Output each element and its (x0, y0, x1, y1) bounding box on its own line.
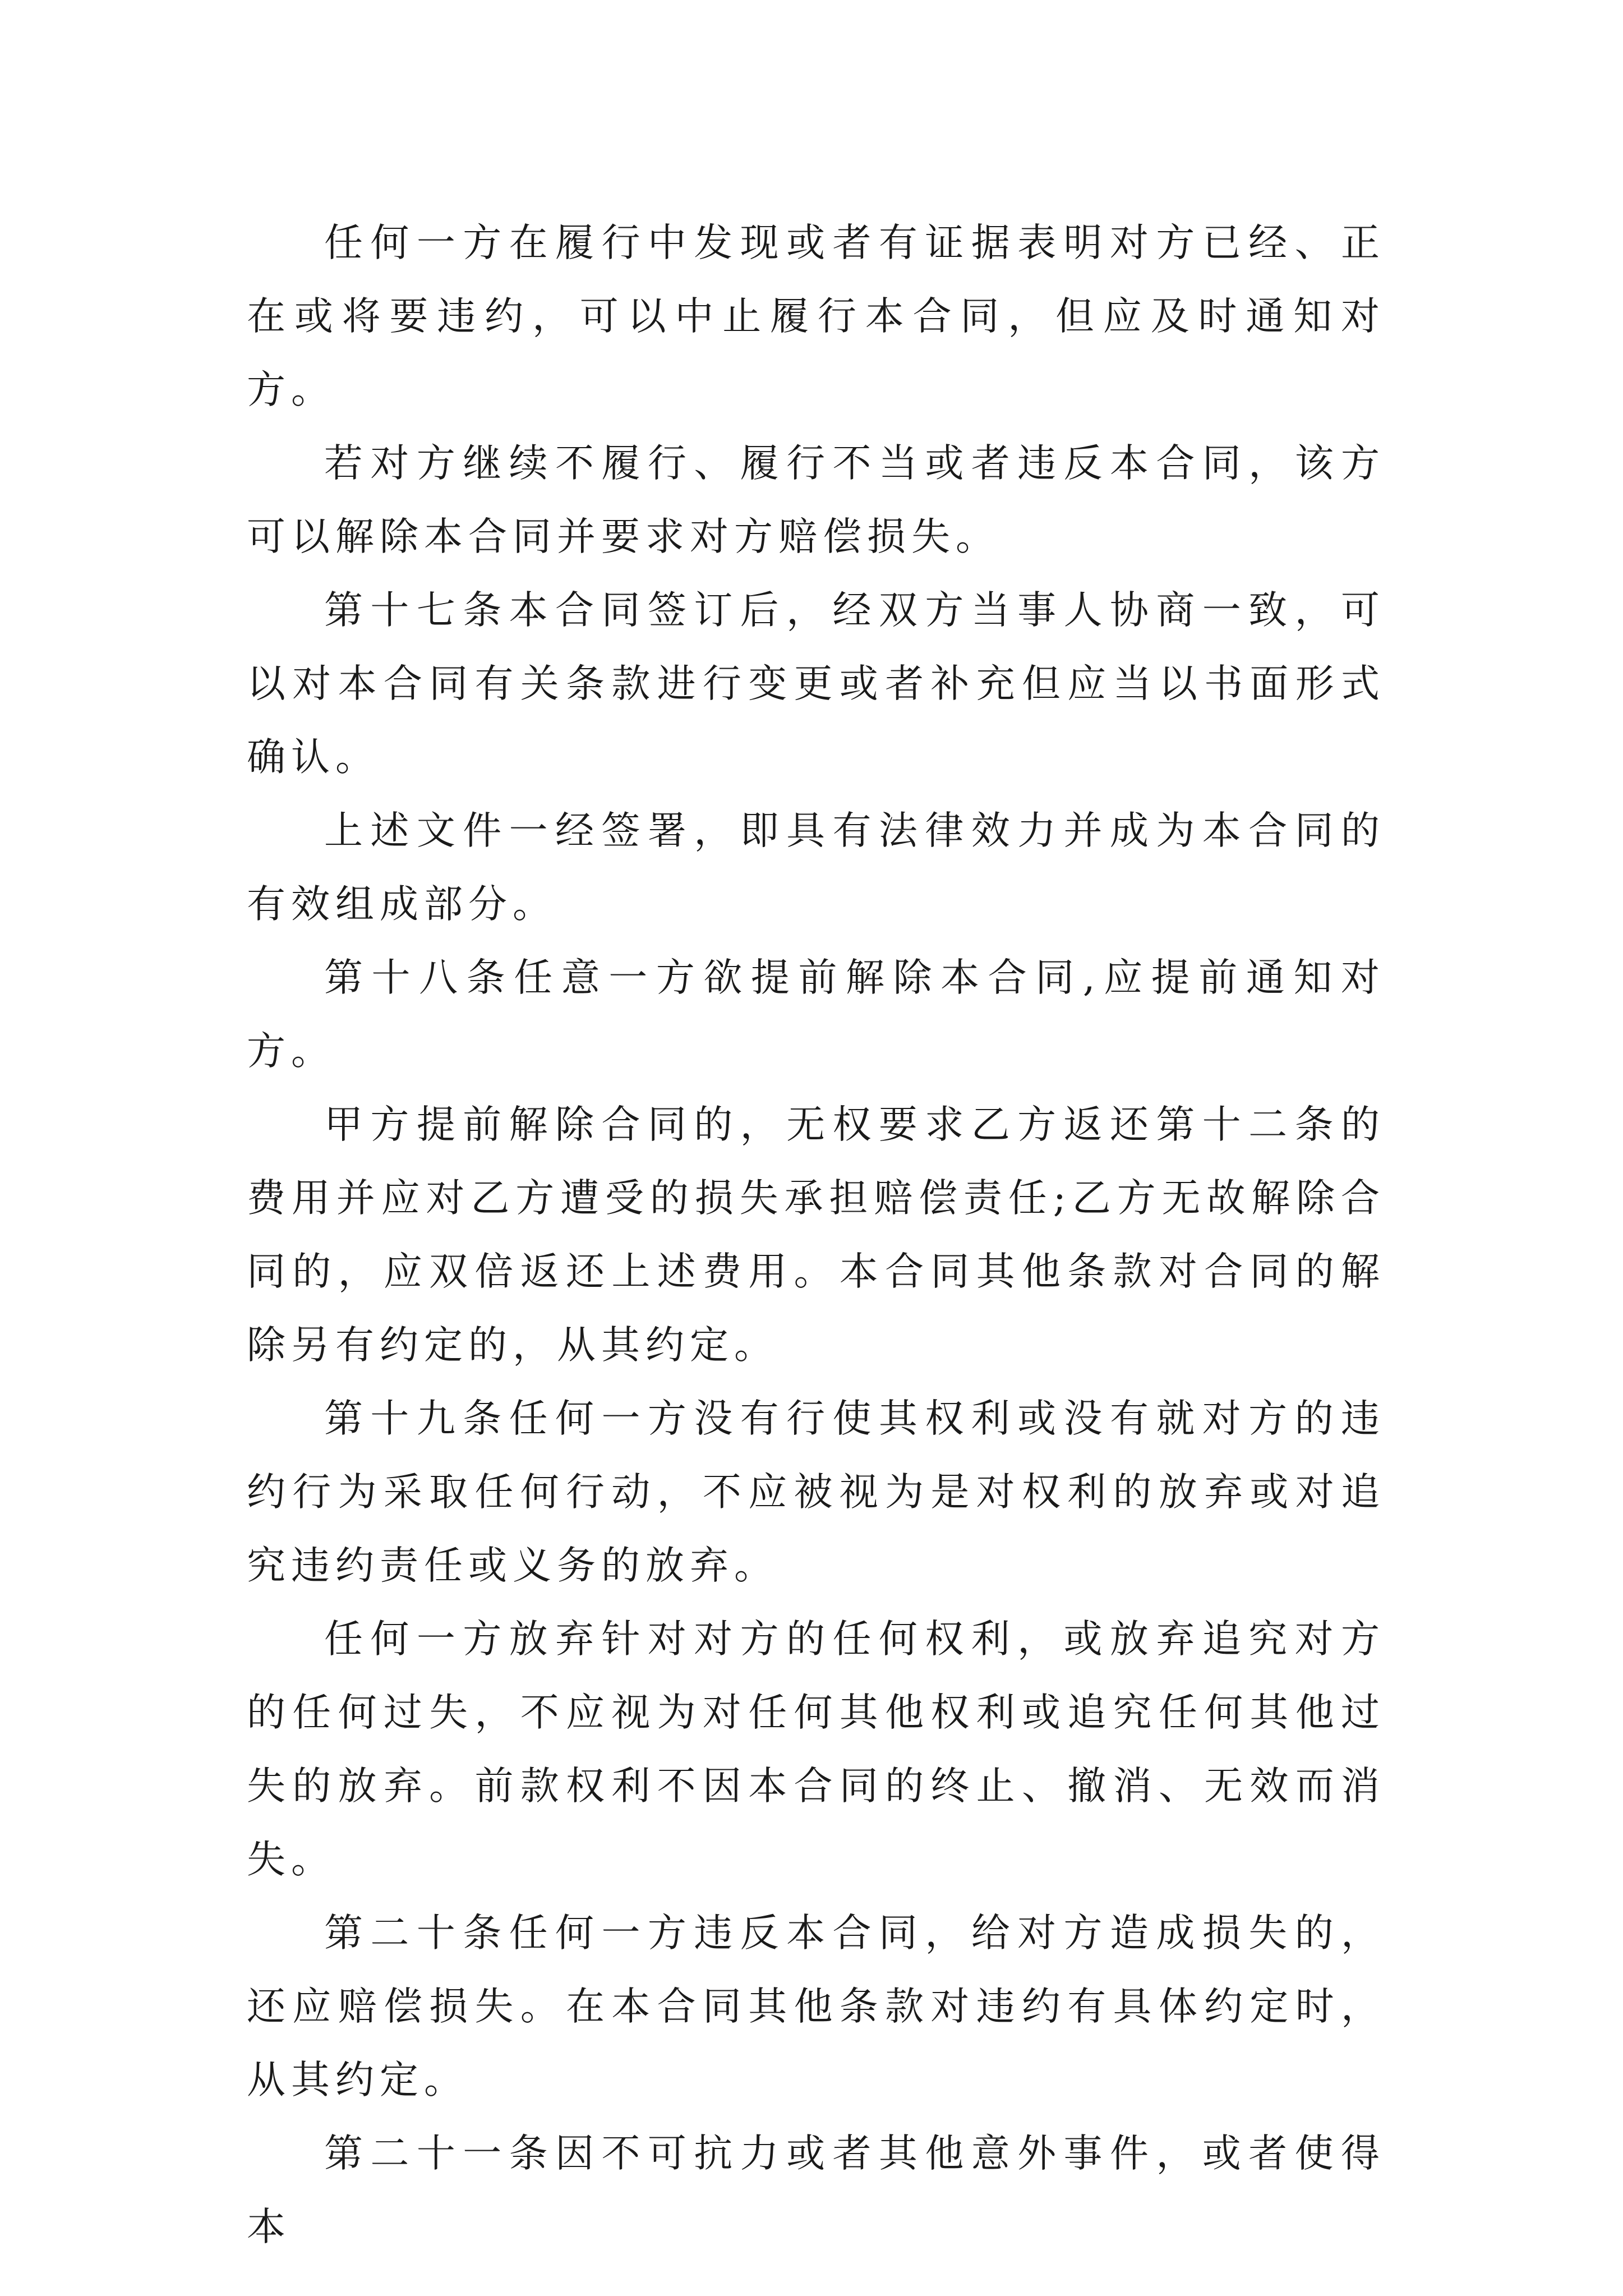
paragraph-document-effect: 上述文件一经签署，即具有法律效力并成为本合同的有效组成部分。 (247, 808, 1385, 927)
paragraph-early-termination: 甲方提前解除合同的，无权要求乙方返还第十二条的费用并应对乙方遭受的损失承担赔偿责任;乙方无故解除合同的，应双倍返还上述费用。本合同其他条款对合同的解除另有约定的，从其约定。 (247, 1102, 1385, 1368)
paragraph-waiver: 任何一方放弃针对对方的任何权利，或放弃追究对方的任何过失，不应视为对任何其他权利或追究任何其他过失的放弃。前款权利不因本合同的终止、撤消、无效而消失。 (247, 1617, 1385, 1882)
paragraph-terminate-contract: 若对方继续不履行、履行不当或者违反本合同，该方可以解除本合同并要求对方赔偿损失。 (247, 441, 1385, 559)
paragraph-article-19: 第十九条任何一方没有行使其权利或没有就对方的违约行为采取任何行动，不应被视为是对权利的放弃或对追究违约责任或义务的放弃。 (247, 1396, 1385, 1588)
paragraph-article-18: 第十八条任意一方欲提前解除本合同,应提前通知对方。 (247, 955, 1385, 1074)
document-body (247, 206, 1385, 2264)
paragraph-article-20: 第二十条任何一方违反本合同，给对方造成损失的，还应赔偿损失。在本合同其他条款对违约有具体约定时，从其约定。 (247, 1911, 1385, 2102)
paragraph-suspend-performance: 任何一方在履行中发现或者有证据表明对方已经、正在或将要违约，可以中止履行本合同，但应及时通知对方。 (247, 220, 1385, 412)
paragraph-article-17: 第十七条本合同签订后，经双方当事人协商一致，可以对本合同有关条款进行变更或者补充但应当以书面形式确认。 (247, 588, 1385, 780)
paragraph-article-21: 第二十一条因不可抗力或者其他意外事件，或者使得本 (247, 2131, 1385, 2249)
